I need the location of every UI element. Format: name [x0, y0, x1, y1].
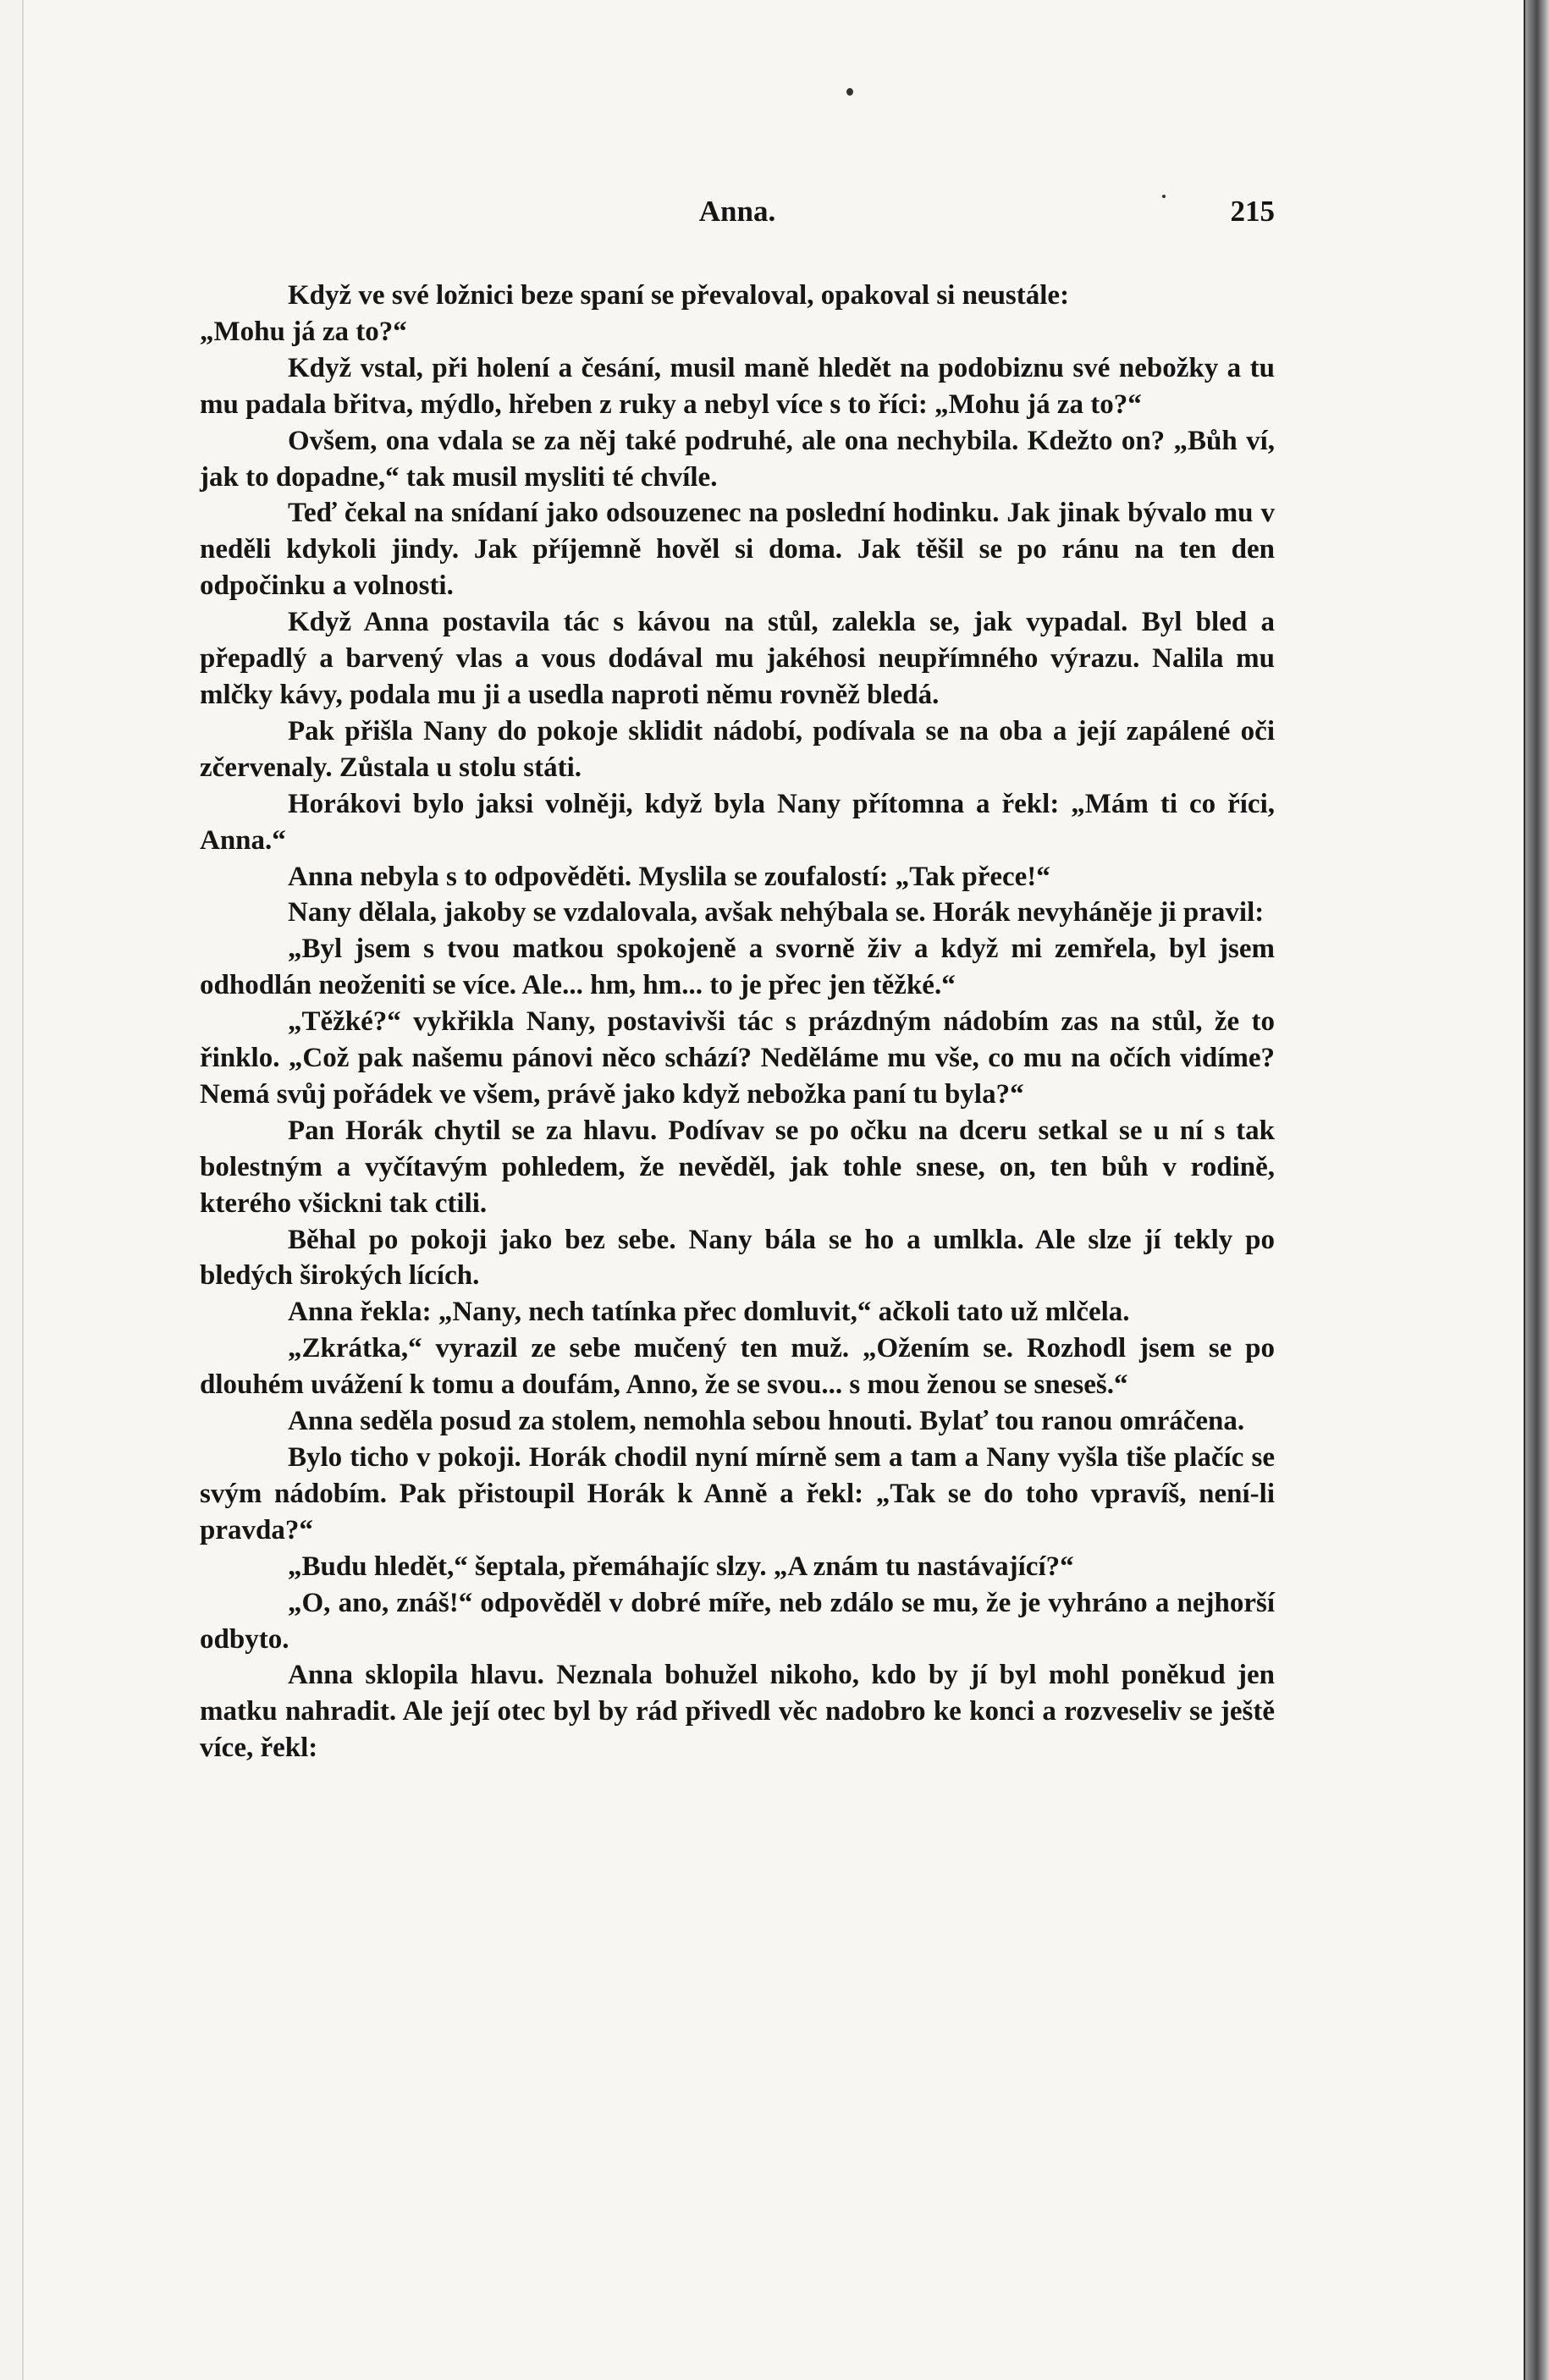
paragraph: Ovšem, ona vdala se za něj také podruhé, ale ona nechybila. Kdežto on? „Bůh ví, jak to dopadne,“ tak musil mysliti té chvíle.	[200, 425, 1275, 493]
page-number: 215	[1230, 195, 1275, 228]
paragraph: „Mohu já za to?“	[200, 316, 407, 347]
paragraph: Když ve své ložnici beze spaní se převaloval, opakoval si neustále:	[288, 280, 1070, 311]
binding-edge	[1525, 0, 1549, 2380]
paragraph: Anna řekla: „Nany, nech tatínka přec domluvit,“ ačkoli tato už mlčela.	[288, 1297, 1130, 1328]
body-text	[200, 278, 1275, 1766]
paragraph: „Zkrátka,“ vyrazil ze sebe mučený ten muž. „Ožením se. Rozhodl jsem se po dlouhém uvážení k tomu a doufám, Anno, že se svou... s mou ženou se sneseš.“	[200, 1333, 1275, 1401]
page-header	[200, 195, 1275, 237]
paragraph: Anna seděla posud za stolem, nemohla sebou hnouti. Bylať tou ranou omráčena.	[288, 1406, 1245, 1437]
paragraph: Horákovi bylo jaksi volněji, když byla Nany přítomna a řekl: „Mám ti co říci, Anna.“	[200, 788, 1275, 856]
paragraph: Pan Horák chytil se za hlavu. Podívav se po očku na dceru setkal se u ní s tak bolestným a vyčítavým pohledem, že nevěděl, jak tohle snese, on, ten bůh v rodině, kterého všickni tak ctili.	[200, 1115, 1275, 1219]
ink-speck	[846, 88, 853, 96]
running-title: Anna.	[698, 195, 776, 228]
paragraph: Anna sklopila hlavu. Neznala bohužel nikoho, kdo by jí byl mohl poněkud jen matku nahradit. Ale její otec byl by rád přivedl věc nadobro ke konci a rozveseliv se ještě více, řekl:	[200, 1660, 1275, 1764]
paragraph: Běhal po pokoji jako bez sebe. Nany bála se ho a umlkla. Ale slze jí tekly po bledých širokých lících.	[200, 1224, 1275, 1292]
paragraph: Pak přišla Nany do pokoje sklidit nádobí, podívala se na oba a její zapálené oči zčervenaly. Zůstala u stolu státi.	[200, 715, 1275, 783]
paragraph: Když Anna postavila tác s kávou na stůl, zalekla se, jak vypadal. Byl bled a přepadlý a barvený vlas a vous dodával mu jakéhosi neupřímného výrazu. Nalila mu mlčky kávy, podala mu ji a usedla naproti němu rovněž bledá.	[200, 607, 1275, 710]
paragraph: Bylo ticho v pokoji. Horák chodil nyní mírně sem a tam a Nany vyšla tiše plačíc se svým nádobím. Pak přistoupil Horák k Anně a řekl: „Tak se do toho vpravíš, není-li pravda?“	[200, 1442, 1275, 1545]
paragraph: „O, ano, znáš!“ odpověděl v dobré míře, neb zdálo se mu, že je vyhráno a nejhorší odbyto.	[200, 1587, 1275, 1655]
paragraph: Teď čekal na snídaní jako odsouzenec na poslední hodinku. Jak jinak bývalo mu v neděli kdykoli jindy. Jak příjemně hověl si doma. Jak těšil se po ránu na ten den odpočinku a volnosti.	[200, 498, 1275, 602]
paragraph: Anna nebyla s to odpověděti. Myslila se zoufalostí: „Tak přece!“	[288, 861, 1050, 892]
paragraph: Když vstal, při holení a česání, musil maně hledět na podobiznu své nebožky a tu mu padala břitva, mýdlo, hřeben z ruky a nebyl více s to říci: „Mohu já za to?“	[200, 352, 1275, 420]
paragraph: Nany dělala, jakoby se vzdalovala, avšak nehýbala se. Horák nevyháněje ji pravil:	[288, 897, 1265, 928]
paragraph: „Budu hledět,“ šeptala, přemáhajíc slzy. „A znám tu nastávající?“	[288, 1551, 1074, 1582]
paragraph: „Byl jsem s tvou matkou spokojeně a svorně živ a když mi zemřela, byl jsem odhodlán neoženiti se více. Ale... hm, hm... to je přec jen těžké.“	[200, 934, 1275, 1001]
paragraph: „Těžké?“ vykřikla Nany, postavivši tác s prázdným nádobím zas na stůl, že to řinklo. „Což pak našemu pánovi něco schází? Neděláme mu vše, co mu na očích vidíme? Nemá svůj pořádek ve všem, právě jako když nebožka paní tu byla?“	[200, 1006, 1275, 1110]
